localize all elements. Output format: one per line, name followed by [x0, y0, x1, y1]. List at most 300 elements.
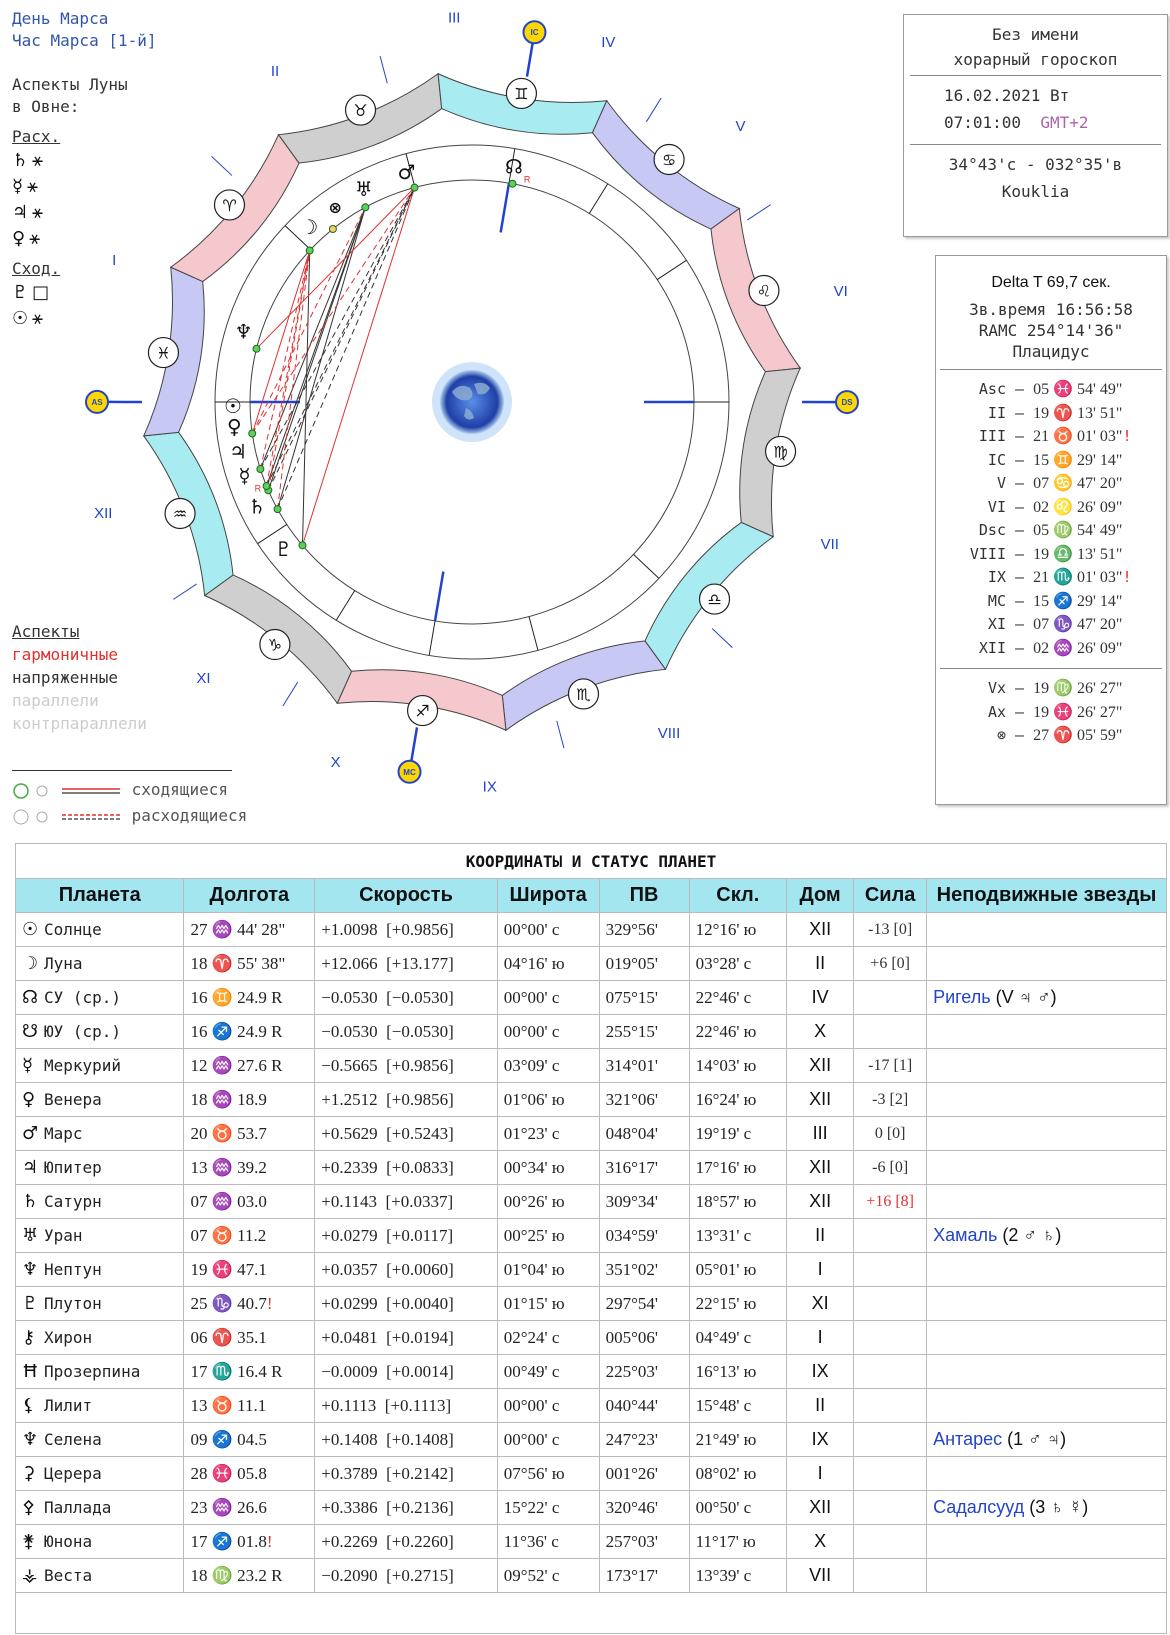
- force-cell: [854, 1355, 927, 1389]
- longitude-cell: [184, 1015, 315, 1049]
- house-cell: IV: [787, 981, 854, 1015]
- longitude-cell: [184, 1287, 315, 1321]
- planet-glyph: ♇: [12, 282, 29, 303]
- fixed-star-cell: [927, 1525, 1167, 1559]
- speed-cell: +1.2512 [+0.9856]: [315, 1083, 498, 1117]
- planet-name: Юпитер: [44, 1158, 102, 1177]
- declination-cell: 11°17' ю: [689, 1525, 786, 1559]
- table-row: [16, 1015, 1167, 1049]
- force-cell: -3 [2]: [854, 1083, 927, 1117]
- fixed-star-cell: [927, 1117, 1167, 1151]
- house-cell: I: [787, 1321, 854, 1355]
- planet-dot: [306, 247, 313, 254]
- extra-row: ⊗ – 27 ♈ 05' 59": [936, 724, 1166, 748]
- planet-icon: ♆: [22, 1429, 39, 1450]
- house-cell: III: [787, 1117, 854, 1151]
- planet-glyph: ♄: [12, 150, 29, 171]
- angle-label: DS: [841, 398, 853, 408]
- cusp-value: 21 ♏ 01' 03": [1033, 569, 1123, 586]
- table-row: [16, 1185, 1167, 1219]
- house-cusp-tick: [712, 628, 732, 647]
- fixed-star-extra: (2 ♂ ♄): [997, 1225, 1062, 1245]
- force-cell: [854, 1559, 927, 1593]
- planet-name: Марс: [44, 1124, 83, 1143]
- planet-cell: [16, 913, 184, 947]
- latitude-cell: 09°52' с: [497, 1559, 599, 1593]
- cusp-value: 07 ♑ 47' 20": [1033, 616, 1123, 633]
- house-cusps-box: [935, 255, 1167, 805]
- house-cell: XII: [787, 1185, 854, 1219]
- cusp-name: VI: [978, 497, 1006, 516]
- longitude-value: 23 ♒ 26.6: [190, 1497, 267, 1517]
- cusp-name: VIII: [969, 544, 1006, 563]
- house-number: XII: [94, 504, 113, 522]
- house-cell: XII: [787, 1151, 854, 1185]
- legend-separating-label: расходящиеся: [131, 806, 248, 825]
- planet-glyph: ♀: [12, 228, 26, 249]
- cusp-row: VI – 02 ♌ 26' 09": [936, 496, 1166, 520]
- fixed-star-cell: [927, 1083, 1167, 1117]
- planet-name: Венера: [44, 1090, 102, 1109]
- planet-name: Хирон: [44, 1328, 93, 1347]
- house-cusp-tick: [283, 682, 298, 706]
- ra-cell: 075°15': [599, 981, 689, 1015]
- column-header: Дом: [787, 879, 854, 913]
- extra-row: Ax – 19 ♓ 26' 27": [936, 701, 1166, 725]
- house-cusp-tick: [747, 205, 770, 220]
- extra-value: 19 ♓ 26' 27": [1033, 703, 1123, 721]
- angle-label: MC: [403, 767, 416, 777]
- force-cell: +6 [0]: [854, 947, 927, 981]
- latitude-cell: 00°00' с: [497, 1389, 599, 1423]
- zodiac-sign-glyph: ♎: [707, 590, 722, 610]
- planet-icon: ⚳: [22, 1463, 36, 1484]
- longitude-value: 13 ♉ 11.1: [190, 1395, 267, 1415]
- planets-table: [15, 843, 1167, 1634]
- legend-applying-label: сходящиеся: [131, 780, 228, 799]
- zodiac-sign-glyph: ♏: [576, 684, 591, 704]
- speed-cell: +0.1408 [+0.1408]: [315, 1423, 498, 1457]
- declination-cell: 12°16' ю: [689, 913, 786, 947]
- latitude-cell: 00°34' ю: [497, 1151, 599, 1185]
- table-body: [16, 913, 1167, 1634]
- latitude-cell: 01°06' ю: [497, 1083, 599, 1117]
- longitude-value: 07 ♒ 03.0: [190, 1191, 267, 1211]
- speed-cell: −0.2090 [+0.2715]: [315, 1559, 498, 1593]
- speed-cell: −0.5665 [+0.9856]: [315, 1049, 498, 1083]
- planet-name: ЮУ (ср.): [44, 1022, 122, 1041]
- extra-name: Ax: [987, 702, 1006, 721]
- longitude-value: 18 ♈ 55' 38": [190, 953, 286, 973]
- latitude-cell: 15°22' с: [497, 1491, 599, 1525]
- table-row: [16, 1525, 1167, 1559]
- house-number: X: [330, 754, 341, 772]
- house-cell: XI: [787, 1287, 854, 1321]
- longitude-value: 13 ♒ 39.2: [190, 1157, 267, 1177]
- speed-cell: +12.066 [+13.177]: [315, 947, 498, 981]
- force-cell: 0 [0]: [854, 1117, 927, 1151]
- planet-icon: ♆: [22, 1259, 39, 1280]
- chart-name: Без имени: [992, 25, 1079, 44]
- fixed-star-cell: [927, 1049, 1167, 1083]
- legend-title: Аспекты: [12, 622, 80, 641]
- longitude-cell: [184, 1491, 315, 1525]
- declination-cell: 04°49' с: [689, 1321, 786, 1355]
- fixed-star-cell: [927, 1287, 1167, 1321]
- declination-cell: 21°49' ю: [689, 1423, 786, 1457]
- house-number: III: [447, 9, 461, 27]
- planet-dot: [257, 466, 264, 473]
- planet-glyph: ♃: [12, 202, 29, 223]
- cusp-row: IX – 21 ♏ 01' 03"!: [936, 566, 1166, 590]
- longitude-cell: [184, 1559, 315, 1593]
- cusp-row: II – 19 ♈ 13' 51": [936, 402, 1166, 426]
- cusp-row: III – 21 ♉ 01' 03"!: [936, 425, 1166, 449]
- longitude-value: 28 ♓ 05.8: [190, 1463, 267, 1483]
- fixed-star-link[interactable]: Антарес: [933, 1429, 1003, 1449]
- table-row: [16, 1253, 1167, 1287]
- force-cell: [854, 1219, 927, 1253]
- house-system: Плацидус: [1012, 342, 1090, 361]
- planet-name: Церера: [44, 1464, 102, 1483]
- angle-label: IC: [530, 28, 539, 38]
- cusp-value: 19 ♎ 13' 51": [1033, 545, 1123, 563]
- planet-name: Уран: [44, 1226, 83, 1245]
- aspect-glyph: ⚹: [29, 228, 40, 249]
- house-number: V: [735, 118, 746, 136]
- extra-value: 19 ♍ 26' 27": [1033, 680, 1123, 697]
- house-cell: XII: [787, 913, 854, 947]
- fixed-star-cell: [927, 1321, 1167, 1355]
- planet-cell: [16, 947, 184, 981]
- latitude-cell: 02°24' с: [497, 1321, 599, 1355]
- table-row: [16, 1457, 1167, 1491]
- zodiac-sign-glyph: ♊: [514, 84, 529, 104]
- planet-glyph: ☽: [300, 214, 319, 239]
- fixed-star-cell: [927, 1151, 1167, 1185]
- planet-dot: [411, 184, 418, 191]
- planet-cell: [16, 1355, 184, 1389]
- table-row: [16, 947, 1167, 981]
- speed-cell: +0.2269 [+0.2260]: [315, 1525, 498, 1559]
- declination-cell: 22°15' ю: [689, 1287, 786, 1321]
- planet-glyph: ♄: [248, 494, 266, 519]
- latitude-cell: 01°15' ю: [497, 1287, 599, 1321]
- speed-cell: +0.0299 [+0.0040]: [315, 1287, 498, 1321]
- planet-glyph: ☿: [238, 463, 251, 488]
- fixed-star-cell: [927, 981, 1167, 1015]
- house-cell: IX: [787, 1355, 854, 1389]
- planet-cell: [16, 1525, 184, 1559]
- house-cusp-tick: [557, 721, 564, 748]
- speed-cell: +0.3789 [+0.2142]: [315, 1457, 498, 1491]
- planet-dot: [299, 542, 306, 549]
- chart-place: Kouklia: [1001, 182, 1070, 201]
- aspect-glyph: ⚹: [32, 308, 43, 329]
- declination-cell: 22°46' ю: [689, 1015, 786, 1049]
- zodiac-sign-glyph: ♋: [661, 150, 677, 170]
- speed-cell: +0.2339 [+0.0833]: [315, 1151, 498, 1185]
- planet-cell: [16, 1219, 184, 1253]
- planet-cell: [16, 1185, 184, 1219]
- planet-glyph: ♅: [354, 176, 373, 201]
- longitude-value: 16 ♊ 24.9 R: [190, 987, 283, 1007]
- fixed-star-link[interactable]: Садалсууд: [933, 1497, 1025, 1517]
- latitude-cell: 01°23' с: [497, 1117, 599, 1151]
- fixed-star-link[interactable]: Ригель: [933, 987, 991, 1007]
- longitude-cell: [184, 913, 315, 947]
- planet-glyph: ♇: [274, 536, 293, 561]
- declination-cell: 16°24' ю: [689, 1083, 786, 1117]
- latitude-cell: 03°09' с: [497, 1049, 599, 1083]
- planet-dot: [253, 345, 260, 352]
- longitude-value: 20 ♉ 53.7: [190, 1123, 267, 1143]
- house-number: VI: [833, 283, 848, 301]
- legend-parallels: параллели: [12, 691, 99, 710]
- force-cell: [854, 1253, 927, 1287]
- force-cell: [854, 1457, 927, 1491]
- speed-cell: +0.0481 [+0.0194]: [315, 1321, 498, 1355]
- planet-icon: ☿: [22, 1055, 34, 1076]
- cusp-value: 15 ♊ 29' 14": [1033, 451, 1123, 469]
- ra-cell: 247°23': [599, 1423, 689, 1457]
- cusp-name: XI: [978, 615, 1006, 633]
- house-cell: XII: [787, 1491, 854, 1525]
- planet-cell: [16, 1423, 184, 1457]
- declination-cell: 22°46' с: [689, 981, 786, 1015]
- latitude-cell: 00°25' ю: [497, 1219, 599, 1253]
- cusp-row: VIII – 19 ♎ 13' 51": [936, 543, 1166, 567]
- cusp-value: 19 ♈ 13' 51": [1033, 404, 1123, 422]
- aspect-glyph: □: [32, 282, 50, 303]
- ra-cell: 225°03': [599, 1355, 689, 1389]
- planet-name: СУ (ср.): [44, 988, 122, 1007]
- cusp-name: IC: [978, 450, 1006, 469]
- house-cell: XII: [787, 1083, 854, 1117]
- latitude-cell: 11°36' с: [497, 1525, 599, 1559]
- cusp-list: [936, 378, 1166, 660]
- zodiac-sign-glyph: ♍: [773, 442, 788, 462]
- longitude-value: 18 ♒ 18.9: [190, 1089, 267, 1109]
- speed-cell: −0.0530 [−0.0530]: [315, 981, 498, 1015]
- table-header-row: [16, 879, 1167, 913]
- longitude-value: 16 ♐ 24.9 R: [190, 1021, 283, 1041]
- zodiac-sign-glyph: ♓: [156, 343, 171, 363]
- longitude-cell: [184, 1151, 315, 1185]
- longitude-flag: !: [266, 1293, 273, 1313]
- planet-icon: ☊: [22, 987, 38, 1008]
- house-cell: X: [787, 1015, 854, 1049]
- table-row: [16, 1355, 1167, 1389]
- longitude-cell: [184, 981, 315, 1015]
- planet-cell: [16, 1457, 184, 1491]
- planet-name: Нептун: [44, 1260, 102, 1279]
- separating-label: Расх.: [12, 127, 61, 146]
- planet-icon: ⚵: [22, 1531, 36, 1552]
- house-cell: I: [787, 1457, 854, 1491]
- fixed-star-cell: [927, 913, 1167, 947]
- declination-cell: 19°19' с: [689, 1117, 786, 1151]
- cusp-row: V – 07 ♋ 47' 20": [936, 472, 1166, 496]
- zodiac-sign-glyph: ♉: [353, 101, 368, 121]
- house-cell: I: [787, 1253, 854, 1287]
- declination-cell: 18°57' ю: [689, 1185, 786, 1219]
- planet-cell: [16, 1117, 184, 1151]
- planet-name: Веста: [44, 1566, 93, 1585]
- house-cell: II: [787, 1219, 854, 1253]
- planet-dot: [329, 225, 336, 232]
- speed-cell: +0.0357 [+0.0060]: [315, 1253, 498, 1287]
- fixed-star-cell: [927, 1491, 1167, 1525]
- force-cell: [854, 1015, 927, 1049]
- fixed-star-cell: [927, 1423, 1167, 1457]
- fixed-star-cell: [927, 1559, 1167, 1593]
- fixed-star-cell: [927, 1219, 1167, 1253]
- planet-icon: ⚴: [22, 1497, 36, 1518]
- planet-glyph: ☉: [12, 308, 29, 329]
- latitude-cell: 00°00' с: [497, 1015, 599, 1049]
- fixed-star-cell: [927, 1457, 1167, 1491]
- house-cusp-tick: [212, 156, 232, 175]
- house-cell: II: [787, 1389, 854, 1423]
- planet-icon: ⚷: [22, 1327, 36, 1348]
- force-cell: -13 [0]: [854, 913, 927, 947]
- angle-label: AS: [91, 397, 103, 407]
- planet-name: Паллада: [44, 1498, 112, 1517]
- retrograde-mark: R: [254, 483, 262, 494]
- planet-icon: ♅: [22, 1225, 39, 1246]
- longitude-cell: [184, 1321, 315, 1355]
- table-row: [16, 1083, 1167, 1117]
- planet-glyph: ☉: [224, 393, 242, 418]
- cusp-row: XI – 07 ♑ 47' 20": [936, 613, 1166, 637]
- longitude-cell: [184, 1253, 315, 1287]
- planet-cell: [16, 1253, 184, 1287]
- chart-info-box: [903, 14, 1168, 237]
- declination-cell: 14°03' ю: [689, 1049, 786, 1083]
- cusp-value: 05 ♍ 54' 49": [1033, 522, 1123, 539]
- longitude-value: 27 ♒ 44' 28": [190, 919, 286, 939]
- longitude-cell: [184, 1423, 315, 1457]
- house-cusp-tick: [646, 98, 661, 122]
- aspect-glyph: ⚹: [32, 150, 43, 171]
- speed-cell: +0.3386 [+0.2136]: [315, 1491, 498, 1525]
- extra-points-list: [936, 677, 1166, 748]
- planet-icon: ☋: [22, 1021, 38, 1042]
- planet-dot: [509, 180, 516, 187]
- speed-cell: +0.0279 [+0.0117]: [315, 1219, 498, 1253]
- planet-icon: ⚸: [22, 1395, 36, 1416]
- fixed-star-cell: [927, 1253, 1167, 1287]
- column-header: Скл.: [689, 879, 786, 913]
- declination-cell: 03°28' с: [689, 947, 786, 981]
- longitude-cell: [184, 1355, 315, 1389]
- planet-cell: [16, 981, 184, 1015]
- column-header: Планета: [16, 879, 184, 913]
- house-number: IV: [601, 33, 616, 51]
- fixed-star-link[interactable]: Хамаль: [933, 1225, 998, 1245]
- ra-cell: 040°44': [599, 1389, 689, 1423]
- chart-coords: 34°43'с - 032°35'в: [948, 155, 1123, 174]
- latitude-cell: 00°49' с: [497, 1355, 599, 1389]
- fixed-star-cell: [927, 1015, 1167, 1049]
- longitude-cell: [184, 1457, 315, 1491]
- force-cell: -6 [0]: [854, 1151, 927, 1185]
- planet-dot: [263, 483, 270, 490]
- column-header: Широта: [497, 879, 599, 913]
- moon-aspects-subtitle: в Овне:: [12, 97, 80, 116]
- planet-icon: ♄: [22, 1191, 39, 1212]
- planet-name: Плутон: [44, 1294, 102, 1313]
- planet-name: Солнце: [44, 920, 102, 939]
- sidereal-time: Зв.время 16:56:58: [969, 300, 1133, 319]
- ra-cell: 257°03': [599, 1525, 689, 1559]
- zodiac-sign-glyph: ♑: [267, 635, 283, 655]
- retrograde-mark: R: [523, 174, 531, 185]
- cusp-row: IC – 15 ♊ 29' 14": [936, 449, 1166, 473]
- ra-cell: 034°59': [599, 1219, 689, 1253]
- latitude-cell: 00°00' с: [497, 913, 599, 947]
- table-row: [16, 1219, 1167, 1253]
- cusp-value: 02 ♒ 26' 09": [1033, 639, 1123, 657]
- planet-name: Селена: [44, 1430, 102, 1449]
- house-cusp-tick: [173, 584, 196, 599]
- aspect-glyph: ⚹: [27, 176, 38, 197]
- planet-icon: ♃: [22, 1157, 39, 1178]
- declination-cell: 17°16' ю: [689, 1151, 786, 1185]
- table-row: [16, 1287, 1167, 1321]
- force-cell: +16 [8]: [854, 1185, 927, 1219]
- cusp-name: XII: [978, 638, 1006, 657]
- ra-cell: 001°26': [599, 1457, 689, 1491]
- chart-type: хорарный гороскоп: [953, 50, 1118, 69]
- ra-cell: 321°06': [599, 1083, 689, 1117]
- planet-cell: [16, 1321, 184, 1355]
- chart-time: 07:01:00: [944, 113, 1022, 132]
- house-number: IX: [482, 778, 497, 796]
- planet-cell: [16, 1015, 184, 1049]
- planet-icon: ☉: [22, 919, 39, 940]
- fixed-star-cell: [927, 1389, 1167, 1423]
- column-header: Неподвижные звезды: [927, 879, 1167, 913]
- latitude-cell: 00°00' с: [497, 981, 599, 1015]
- longitude-cell: [184, 947, 315, 981]
- speed-cell: +1.0098 [+0.9856]: [315, 913, 498, 947]
- ra-cell: 351°02': [599, 1253, 689, 1287]
- planet-cell: [16, 1559, 184, 1593]
- planet-icon: ♂: [22, 1123, 39, 1144]
- longitude-cell: [184, 1185, 315, 1219]
- aspect-glyph: ⚹: [32, 202, 43, 223]
- declination-cell: 05°01' ю: [689, 1253, 786, 1287]
- longitude-value: 07 ♉ 11.2: [190, 1225, 267, 1245]
- cusp-name: V: [978, 474, 1006, 492]
- ra-cell: 320°46': [599, 1491, 689, 1525]
- latitude-cell: 07°56' ю: [497, 1457, 599, 1491]
- house-cell: IX: [787, 1423, 854, 1457]
- ra-cell: 316°17': [599, 1151, 689, 1185]
- ra-cell: 255°15': [599, 1015, 689, 1049]
- table-row: [16, 981, 1167, 1015]
- extra-value: 27 ♈ 05' 59": [1033, 727, 1123, 744]
- ramc: RAMC 254°14'36": [978, 321, 1124, 340]
- longitude-value: 17 ♐ 01.8: [190, 1531, 267, 1551]
- cusp-value: 02 ♌ 26' 09": [1033, 498, 1123, 516]
- longitude-cell: [184, 1389, 315, 1423]
- planet-dot: [362, 204, 369, 211]
- longitude-value: 25 ♑ 40.7: [190, 1293, 267, 1313]
- longitude-value: 06 ♈ 35.1: [190, 1327, 267, 1347]
